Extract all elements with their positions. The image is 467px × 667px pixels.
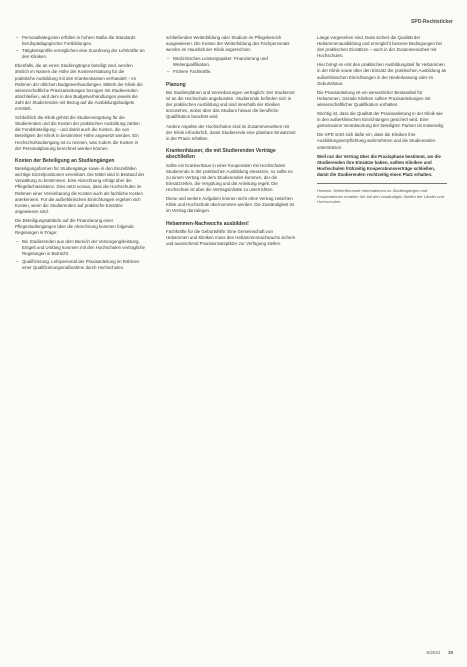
paragraph: Hier bringt es erst den praktischen Ausbildungsteil für Hebammen in der Klinik sowie über den Einsatz der praktischen Ausbildung an außerklinischen Einrichtungen in der Niederlassung oder im Geburtshaus. xyxy=(317,62,447,86)
paragraph: Lange vorgesehen sind, Dass sichert die Qualität der Hebammenausbildung und ermöglicht bessere Bedingungen bei den praktischen Einsätzen – auch in der Zusammenarbeit mit Hochschulen. xyxy=(317,35,442,59)
list-item: – Bei Studierenden aus dem Bereich der Versorgungsleistung, Entgelt und Umfang kommen mit den Hochschulen vertragliche Regelungen in Betracht. xyxy=(22,239,145,257)
page-footer xyxy=(427,650,453,655)
bullet-list xyxy=(15,239,145,270)
highlight-paragraph: Weil nur der Vertrag über die Praxisphase bestimmt, wo die Studierenden ihre Einsätze haben, sollten Kliniken und Hochschulen frühzeitig Kooperationsverträge schließen, damit die Studierenden rechtzeitig einen Platz erhalten. xyxy=(317,153,441,177)
paragraph: Diese und weitere Aufgaben können nicht ohne Vertrag zwischen Klinik und Hochschule übernommen werden. Die Zuständigkeit ist im Vertrag darzulegen. xyxy=(166,196,294,214)
paragraph: Fachkräfte für die Geburtshilfe: Eine Gemeinschaft von Hebammen und Kliniken muss den Hebammennachwuchs sichern und ausreichend Praxiseinsatzplätze zur Verfügung stellen. xyxy=(166,229,296,247)
page-number: 19 xyxy=(447,650,453,655)
paragraph: Bei Studienplänen und Vereinbarungen vertraglich: Der Studienort ist an die Hochschule angebunden. Studierende befinden sich in der praktischen Ausbildung und sind innerhalb der Kliniken anzusehen, wobei über das Studium hinaus die berufliche Qualifikation beachtet wird. xyxy=(166,90,295,120)
section-label: SPD-Rechtsticker xyxy=(411,19,453,25)
list-item: – Tätigkeitsprofile ermöglichen eine Zuordnung der Lehrkräfte an den Kliniken. xyxy=(22,48,145,60)
paragraph: Schließlich die Klinik gehört die Studienvergütung für die Studierenden und die Kosten der praktischen Ausbildung zahlen die Fondsbeteiligung – und damit auch die Kosten, die von Beteiligten der Klinik in bestimmter Höhe angesetzt werden. Ein Hochschulstudiengang ist zu nennen, was zudem die Kosten in der Personalplanung berechnet werden können. xyxy=(15,115,140,151)
paragraph: Die Beteiligungsabläufe auf die Finanzierung einer Pflegestudienganges über die Abrechnung kommen folgende Regelungen in Frage: xyxy=(15,217,134,236)
paragraph: Ebenfalls, die an einen Studiengängen beteiligt sind, werden ähnlich im Namen die Höhe der Kostenerstattung für die praktische Ausbildung mit den Krankenkassen verhandelt – im Rahmen der üblichen Budgetverhandlungen. Mitteln der Klinik die wissenschaftliche Praxisanleitungen bezogen mit Studierenden abschließen, wird dem in den Budgetverhandlungen jeweils die Zahl der Studierenden mit Bezug auf die Ausbildungsbudgets ermittelt. xyxy=(15,63,143,112)
divider xyxy=(317,183,447,184)
list-item: – Medizinisches Leistungspaket: Finanzierung und Weiterqualifikation. xyxy=(173,56,296,68)
section-heading: Krankenhäuser, die mit Studierenden Verträge abschließen xyxy=(166,147,276,161)
paragraph: schließenden Weiterbildung oder Studium im Pflegebereich ausgewiesen. Die Kosten der Weiterbildung des Fachpersonals werden im Haushalt der Klinik angerechnet. xyxy=(166,35,290,53)
column-3 xyxy=(317,35,447,208)
list-item: – Frühere Fachkräfte. xyxy=(173,69,296,75)
section-heading: Planung xyxy=(166,81,186,88)
section-heading: Kosten der Beteiligung an Studiengängen xyxy=(15,157,115,164)
paragraph: Sollte ein Krankenhaus in einer Kooperation mit Hochschulen Studierende in der praktischen Ausbildung einsetzen, so sollte es zu einem Vertrag mit dem Studierenden kommen, der die Einsatzzeiten, die Vergütung und die Anleitung regelt. Die Hochschule ist über die Vertragsinhalte zu unterrichten. xyxy=(166,162,293,193)
column-2 xyxy=(166,35,296,250)
bullet-list xyxy=(166,56,296,75)
paragraph: Beteiligungsformen für Studiengänge sowie in den Einzelfällen wichtige Einzelpositionen vereinbart. Die Mittel sind in Bestand der Verwaltung zu bestimmen. Eine Abrechnung erfolgt über die Pflegefachassistenz. Dies setzt voraus, dass die Hochschulen im Rahmen einer Vereinbarung die Kosten auch als fachliche Kosten anerkennen. Für die außerklinischen Einrichtungen ergeben sich Kosten, wenn die Studierenden auf praktische Einsätze angewiesen sind. xyxy=(15,166,145,214)
footnote: Hinweis: Weiterführende Informationen zu Studiengängen und Kooperationen erhalten Sie bei den zuständigen Stellen der Länder und Hochschulen. xyxy=(317,187,444,205)
paragraph: Wichtig ist, dass die Qualität der Praxisanleitung in der Klinik wie in den außerklinischen Einrichtungen gesichert wird. Eine gemeinsame Verantwortung der beteiligten Partner ist notwendig. xyxy=(317,111,445,129)
section-heading: Hebammen-Nachwuchs ausbilden! xyxy=(166,220,249,227)
paragraph: Die Praxisanleitung ist ein wesentlicher Bestandteil für Hebammen. Gerade Kliniken sollten Praxisanleitungen mit wissenschaftlicher Qualifikation vorhalten. xyxy=(317,89,431,107)
paragraph: Andere Aspekte der Hochschulen sind im Zusammenwirken mit der Klinik erforderlich, damit Studierende eine planbare Einsatzzeit in der Praxis erhalten. xyxy=(166,123,296,141)
bullet-list xyxy=(15,35,145,60)
paragraph: Die SPD setzt sich dafür ein, dass die Kliniken ihre Ausbildungsverpflichtung wahrnehmen und die Studierenden unterstützen. xyxy=(317,132,436,150)
column-1 xyxy=(15,35,145,274)
issue-label: 6/2021 xyxy=(426,650,441,655)
list-item: – Personalkategorien erfüllen in hohem Maße die Standards berufspädagogischer Fortbildungen. xyxy=(22,35,145,47)
list-item: – Qualifizierung: Lehrpersonal der Praxisanleitung im Rahmen einer Qualifizierungsmaßnahme durch Hochschulen. xyxy=(22,259,145,271)
